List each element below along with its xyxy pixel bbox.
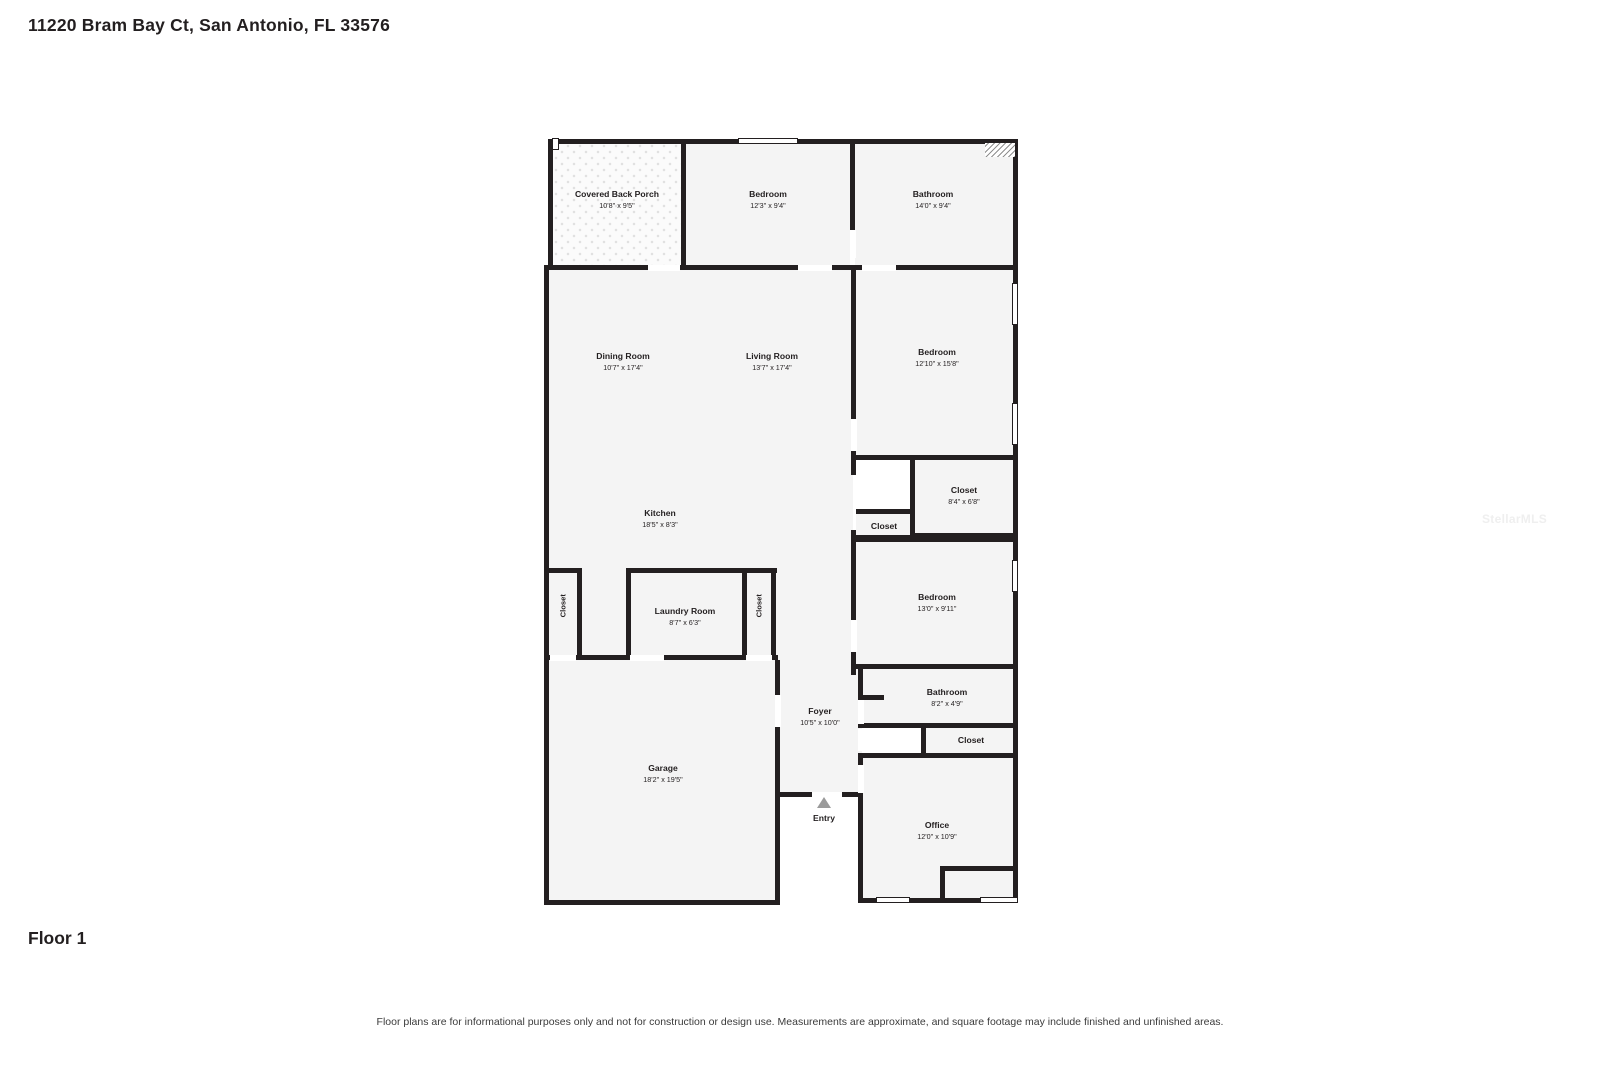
room-fill-closet-lower bbox=[925, 727, 1017, 755]
watermark-logo: StellarMLS bbox=[1482, 512, 1548, 526]
door-gap-garage-foyer bbox=[775, 695, 781, 727]
room-fill-bedroom-right-upper bbox=[856, 268, 1017, 458]
room-fill-office-notch bbox=[940, 870, 1017, 898]
door-gap-bathroom-top bbox=[850, 230, 856, 258]
room-fill-bedroom-right-lower bbox=[856, 540, 1017, 666]
wall-closet-left-right bbox=[577, 568, 582, 660]
room-label-bathroom-lower: Bathroom 8'2" x 4'9" bbox=[926, 687, 968, 708]
room-fill-closet-left bbox=[548, 572, 578, 657]
door-gap-porch bbox=[648, 265, 680, 271]
room-fill-foyer bbox=[778, 660, 862, 796]
door-gap-laundry bbox=[630, 655, 664, 661]
room-label-kitchen: Kitchen 18'5" x 8'3" bbox=[642, 508, 678, 529]
wall-porch-bedroom bbox=[681, 139, 686, 269]
disclaimer-text: Floor plans are for informational purposes only and not for construction or design use. Measurements are approximate, and square footage may include finished and unfinished areas. bbox=[376, 1016, 1224, 1028]
room-label-closet-right: Closet bbox=[754, 594, 764, 618]
door-gap-top-bedroom bbox=[798, 265, 832, 271]
wall-exterior-left bbox=[544, 265, 549, 905]
window-bedroom-right-upper-b bbox=[1012, 403, 1018, 445]
wall-closet-lower-bottom bbox=[858, 753, 1018, 758]
hatch-mechanical-area bbox=[985, 143, 1015, 157]
room-label-closet-lower: Closet bbox=[957, 735, 985, 745]
door-gap-closet-left bbox=[550, 655, 576, 661]
wall-hall-closet-top bbox=[856, 509, 912, 514]
room-label-closet-large: Closet 8'4" x 6'8" bbox=[948, 485, 980, 506]
room-label-covered-back-porch: Covered Back Porch 10'8" x 9'5" bbox=[574, 189, 660, 210]
window-bedroom-right-upper-a bbox=[1012, 283, 1018, 325]
door-gap-bedroom-upper bbox=[851, 419, 857, 451]
floor-plan bbox=[540, 135, 1030, 915]
wall-bedroom-lower-bottom bbox=[856, 664, 1018, 669]
door-gap-closet-lower bbox=[858, 729, 864, 751]
room-label-foyer: Foyer 10'5" x 10'0" bbox=[800, 706, 840, 727]
door-gap-bath-hall bbox=[862, 265, 896, 271]
room-fill-bathroom-top bbox=[855, 143, 1017, 265]
door-gap-bedroom-lower bbox=[851, 620, 857, 652]
wall-laundry-right bbox=[742, 568, 747, 660]
wall-laundry-left bbox=[626, 568, 631, 660]
room-label-bedroom-right-lower: Bedroom 13'0" x 9'11" bbox=[917, 592, 957, 613]
room-fill-closet-right bbox=[746, 572, 773, 657]
wall-office-notch-left bbox=[940, 866, 945, 902]
door-gap-office bbox=[858, 765, 864, 793]
window-bedroom-right-lower bbox=[1012, 560, 1018, 592]
room-fill-laundry bbox=[630, 572, 743, 657]
wall-porch-left bbox=[548, 139, 553, 269]
room-label-laundry-room: Laundry Room 8'7" x 6'3" bbox=[654, 606, 716, 627]
floor-label: Floor 1 bbox=[28, 928, 87, 948]
room-fill-closet-large bbox=[914, 460, 1017, 537]
room-fill-bedroom-top bbox=[686, 143, 850, 265]
room-fill-closet-hall bbox=[856, 513, 912, 537]
wall-office-notch-right bbox=[940, 866, 1018, 871]
page-title: 11220 Bram Bay Ct, San Antonio, FL 33576 bbox=[28, 15, 391, 35]
wall-bathroom-lower-bottom bbox=[858, 723, 1018, 728]
room-label-closet-left: Closet bbox=[558, 594, 568, 618]
door-gap-bathroom-lower bbox=[858, 700, 864, 724]
room-label-closet-hall: Closet bbox=[870, 521, 898, 531]
room-label-bedroom-top: Bedroom 12'3" x 9'4" bbox=[749, 189, 787, 210]
window-top-left bbox=[552, 138, 559, 150]
window-office bbox=[980, 897, 1018, 903]
window-top-bedroom bbox=[738, 138, 798, 144]
room-label-office: Office 12'0" x 10'9" bbox=[917, 820, 957, 841]
room-label-garage: Garage 18'2" x 19'5" bbox=[643, 763, 683, 784]
room-fill-covered-back-porch bbox=[553, 143, 681, 265]
room-label-living-room: Living Room 13'7" x 17'4" bbox=[745, 351, 799, 372]
entry-label: Entry bbox=[813, 813, 835, 823]
room-fill-garage bbox=[548, 660, 778, 900]
wall-exterior-right-top bbox=[1013, 139, 1018, 899]
door-gap-closet-right bbox=[746, 655, 772, 661]
wall-bedroom-lower-top bbox=[856, 537, 1018, 542]
entry-arrow-icon bbox=[817, 797, 831, 808]
room-label-bathroom-top: Bathroom 14'0" x 9'4" bbox=[912, 189, 954, 210]
wall-bedroom-closet bbox=[856, 455, 1018, 460]
wall-closet-left bbox=[910, 455, 915, 537]
room-fill-bathroom-lower bbox=[862, 669, 1017, 724]
wall-closet-lower-left bbox=[921, 723, 926, 757]
wall-below-top-rooms bbox=[548, 265, 1018, 270]
room-label-dining-room: Dining Room 10'7" x 17'4" bbox=[596, 351, 650, 372]
wall-closet-right-vert bbox=[771, 568, 776, 660]
wall-hall-right bbox=[851, 530, 856, 675]
wall-garage-bottom bbox=[544, 900, 780, 905]
wall-laundry-top bbox=[626, 568, 777, 573]
room-label-bedroom-right-upper: Bedroom 12'10" x 15'8" bbox=[915, 347, 959, 368]
window-office-bottom bbox=[876, 897, 910, 903]
